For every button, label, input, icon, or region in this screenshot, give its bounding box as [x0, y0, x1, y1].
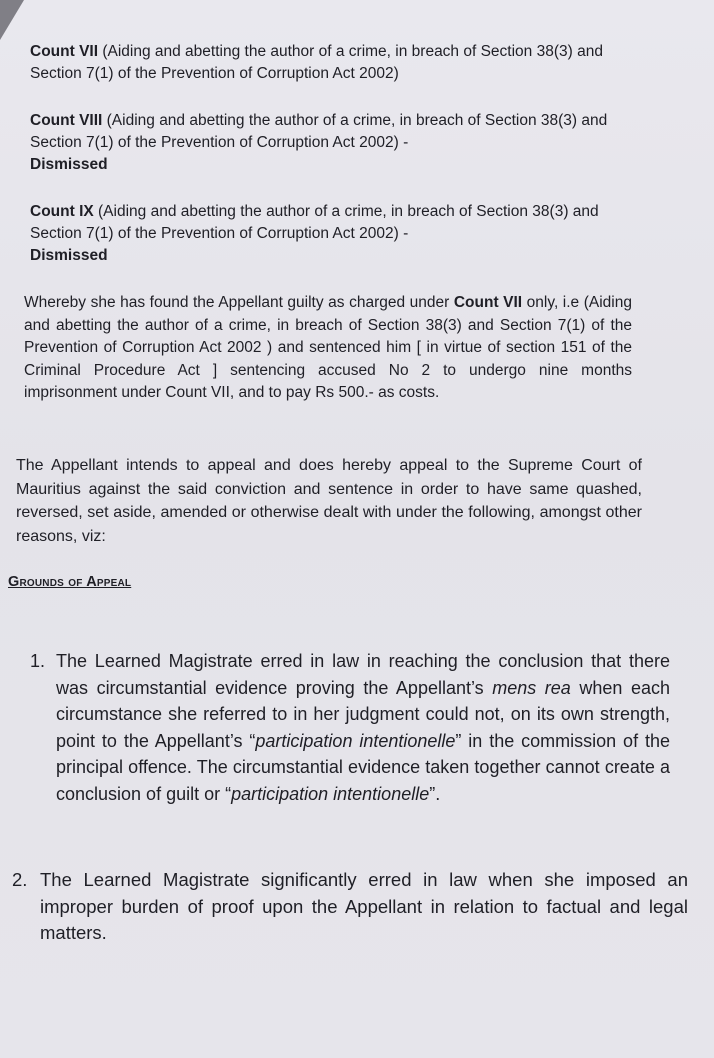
count-text: (Aiding and abetting the author of a crime, in breach of Section 38(3) and Section 7(1) of the Prevention of Corruption Act 2002)	[30, 43, 603, 82]
whereby-paragraph	[24, 292, 632, 405]
ground-text: when each circumstance she referred to in her judgment could not, on its own strength, point to the Appellant’s “	[56, 677, 670, 751]
count-text: (Aiding and abetting the author of a crime, in breach of Section 38(3) and Section 7(1) of the Prevention of Corruption Act 2002) -	[30, 112, 608, 151]
ground-text: The Learned Magistrate significantly erred in law when she imposed an improper burden of proof upon the Appellant in relation to factual and legal matters.	[40, 869, 688, 943]
count-label: Count IX	[30, 203, 94, 220]
count-label: Count VII	[30, 43, 99, 60]
count-ix	[30, 201, 620, 267]
page-corner-shadow	[0, 0, 24, 40]
grounds-heading: Grounds of Appeal	[8, 574, 132, 590]
count-text: (Aiding and abetting the author of a crime, in breach of Section 38(3) and Section 7(1) of the Prevention of Corruption Act 2002) -	[30, 203, 599, 242]
ground-italic: participation intentionelle	[231, 783, 430, 804]
whereby-bold: Count VII	[453, 294, 523, 311]
ground-number: 1.	[30, 651, 46, 671]
count-outcome: Dismissed	[30, 247, 108, 264]
ground-text: ” in the commission of the principal offence. The circumstantial evidence taken together cannot create a conclusion of guilt or “	[56, 730, 670, 804]
count-outcome: Dismissed	[30, 156, 108, 173]
ground-text: ”.	[429, 783, 441, 804]
ground-italic: participation intentionelle	[255, 730, 456, 751]
ground-2	[12, 867, 688, 947]
ground-number: 2.	[12, 869, 28, 890]
ground-italic: mens rea	[492, 677, 571, 698]
count-label: Count VIII	[30, 112, 103, 129]
whereby-pre: Whereby she has found the Appellant guilty as charged under	[24, 294, 454, 311]
count-vii	[30, 41, 620, 85]
ground-1	[30, 648, 670, 807]
ground-text: The Learned Magistrate erred in law in reaching the conclusion that there was circumstantial evidence proving the Appellant’s	[56, 651, 670, 698]
count-viii	[30, 110, 620, 176]
appeal-intro-paragraph: The Appellant intends to appeal and does hereby appeal to the Supreme Court of Mauritius against the said conviction and sentence in order to have same quashed, reversed, set aside, amended or otherwise dealt with under the following, amongst other reasons, viz:	[16, 457, 642, 545]
whereby-post: only, i.e (Aiding and abetting the author of a crime, in breach of Section 38(3) and Section 7(1) of the Prevention of Corruption Act 2002 ) and sentenced him [ in virtue of section 151 of the Criminal Procedure Act ] sentencing accused No 2 to undergo nine months imprisonment under Count VII, and to pay Rs 500.- as costs.	[24, 294, 632, 401]
